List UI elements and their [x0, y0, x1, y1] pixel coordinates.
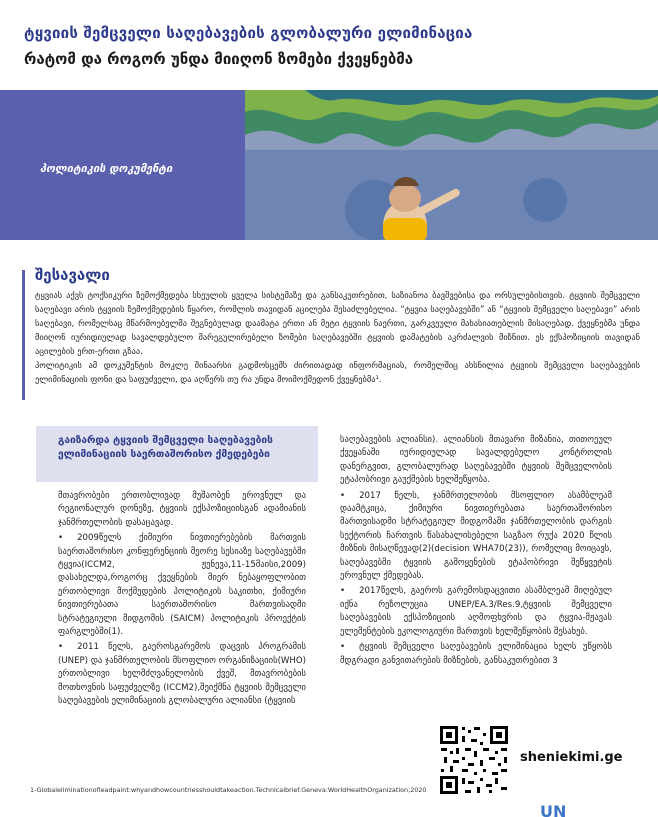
intro-paragraph-2: პოლიტიკის ამ დოკუმენტის მოკლე შინაარსი გადმოსცემს ძირითადად ინფორმაციას, რომელშიც ახსნილია ტყვიის შემცველი საღებავების ელიმინაციის ფონი და საფუძველი, და აღწერს თუ რა უნდა მოიმოქმედონ ქვეყნებმა¹.: [35, 360, 640, 384]
banner-illustration: [245, 90, 658, 240]
right-paragraph-1: საღებავების ალიანსი). ალიანსის მთავარი მიზანია, თითოეულ ქვეყანაში იურიდიულად სავალდებულო კონტროლის დანერგვით, გლობალურად საღებავებში ტყვიის შემცველობის ეტაპობრივი გაუქმების ხელშეწყობა.: [340, 435, 612, 486]
bullet-icon: •: [58, 642, 64, 653]
banner-photo-child-painting-wall: [245, 90, 658, 240]
right-column: [340, 434, 612, 670]
document-header: [0, 0, 658, 90]
bullet-icon: •: [340, 586, 346, 597]
policy-brief-label: პოლიტიკის დოკუმენტი: [40, 162, 173, 175]
left-bullet-2-text: 2011 წელს, გაეროსგარემოს დაცვის პროგრამის (UNEP) და ჯანმრთელობის მსოფლიო ორგანიზაციის(WHO) ერთობლივი ხელმძღვანელობის ქვეშ, მთავრობების მოთხოვნის საფუძველზე (ICCM2),შეიქმნა ტყვიის შემცველი საღებავების ელიმინაციის გლობალური ალიანსი (ტყვიის: [58, 642, 306, 707]
bullet-icon: •: [340, 490, 346, 501]
right-bullet-2-text: 2017წელს, გაეროს გარემოსდაცვითი ასამბლეამ მიღებულ იქნა რეზოლუცია UNEP/EA.3/Res.9,ტყვიის შემცველი საღებავების ექსპოზიციის აღმოფხვრის და ტყვია-მჟავას ელემენტების ეკოლოგიური მართვის ხელშეწყობის შესახებ.: [340, 586, 612, 637]
left-paragraph-1: მთავრობები ერთობლივად მუშაობენ ეროვნულ და რეგიონალურ დონეზე, ტყვიის ექსპოზიციისგან ადამიანის ჯანმრთელობის დასაცავად.: [58, 491, 306, 528]
document-subtitle: რატომ და როგორ უნდა მიიღონ ზომები ქვეყნებმა: [24, 50, 414, 68]
footnote: 1-Globaleliminationofleadpaint:whyandhowcountriesshouldtakeaction.Technicalbrief.Geneva:WorldHealthOrganization;2020: [30, 786, 427, 794]
left-column: [58, 490, 306, 711]
un-logo: UN: [540, 802, 567, 817]
bullet-icon: •: [340, 642, 346, 653]
intro-accent-bar: [22, 270, 25, 400]
banner-label-panel: [0, 90, 245, 240]
right-bullet-3-text: ტყვიის შემცველი საღებავების ელიმინაცია ხელს უწყობს მდგრადი განვითარების მიზნების, განსაკუთრებით 3: [340, 642, 612, 666]
left-bullet-1-text: 2009წელს ქიმიური ნივთიერებების მართვის საერთაშორისო კონფერენციის მეორე სესიაზე საღებავებში ტყვია(ICCM2, ჟენევა,11-15მაისი,2009) დასახელდა,როგორც ქვეყნების მიერ ნებაყოფლობით ერთობლივი მოქმედების პოლიტიკის საკითხი, ქიმიური ნივთიერებათა საერთაშორისო მართვისადმი სტრატეგიული მიდგომის (SAICM) პოლიტიკის პროექტის ფარგლებში(1).: [58, 533, 306, 638]
qr-code-icon: [438, 724, 510, 796]
left-bullet-2: [58, 641, 306, 708]
section-heading: გაიზარდა ტყვიის შემცველი საღებავების ელიმინაციის საერთაშორისო ქმედებები: [58, 435, 273, 460]
document-title: ტყვიის შემცველი საღებავების გლობალური ელიმინაცია: [24, 24, 473, 42]
intro-body: [35, 288, 640, 386]
intro-paragraph-1: ტყვიას აქვს ტოქსიკური ზემოქმედება სხეულის ყველა სისტემაზე და განსაკუთრებით, საზიანოა ბავშვებისა და ორსულებისთვის. ტყვიის შემცველი საღებავი არის ტყვიის ზემოქმედების წყარო, რომლის თავიდან აცილება შესაძლებელია. “ტყვია საღებავებში” ან “ტყვიის შემცველი საღებავი” არის საღებავი, რომელსაც მწარმოებელმა შეგნებულად დაამატა ერთი ან მეტი ტყვიის ნაერთი, გარკვეული მახასიათებლის მისაღებად. ქვეყნებმა უნდა მიიღონ იურიდიულად სავალდებულო მარეგულირებელი ზომები საღებავებში ტყვიის დამატების აკრძალვის მიზნით. ეს ექსპოზიციის თავიდან აცილების ერთ-ერთი გზაა.: [35, 290, 640, 356]
right-bullet-3: [340, 641, 612, 668]
right-bullet-2: [340, 585, 612, 639]
right-bullet-1-text: 2017 წელს, ჯანმრთელობის მსოფლიო ასამბლეამ დაამტკიცა, ქიმიური ნივთიერებათა საერთაშორისო მართვისადმი სტრატეგიულ მიდგომაში ჯანმრთელობის დარგის სექტორის ჩართვის წასახალისებელი საგზაო რუქა 2020 წლის მიზნის მისაღწევად(2)(decision WHA70(23)), რომელიც მოიცავს, საღებავებში ტყვიის გამოყენების ეტაპობრივი შეწყვეტის ეროვნულ ქმედებას.: [340, 490, 612, 582]
right-bullet-1: [340, 490, 612, 584]
intro-heading: შესავალი: [35, 266, 110, 284]
bullet-icon: •: [58, 533, 64, 544]
watermark-site: sheniekimi.ge: [520, 750, 623, 765]
left-bullet-1: [58, 532, 306, 639]
